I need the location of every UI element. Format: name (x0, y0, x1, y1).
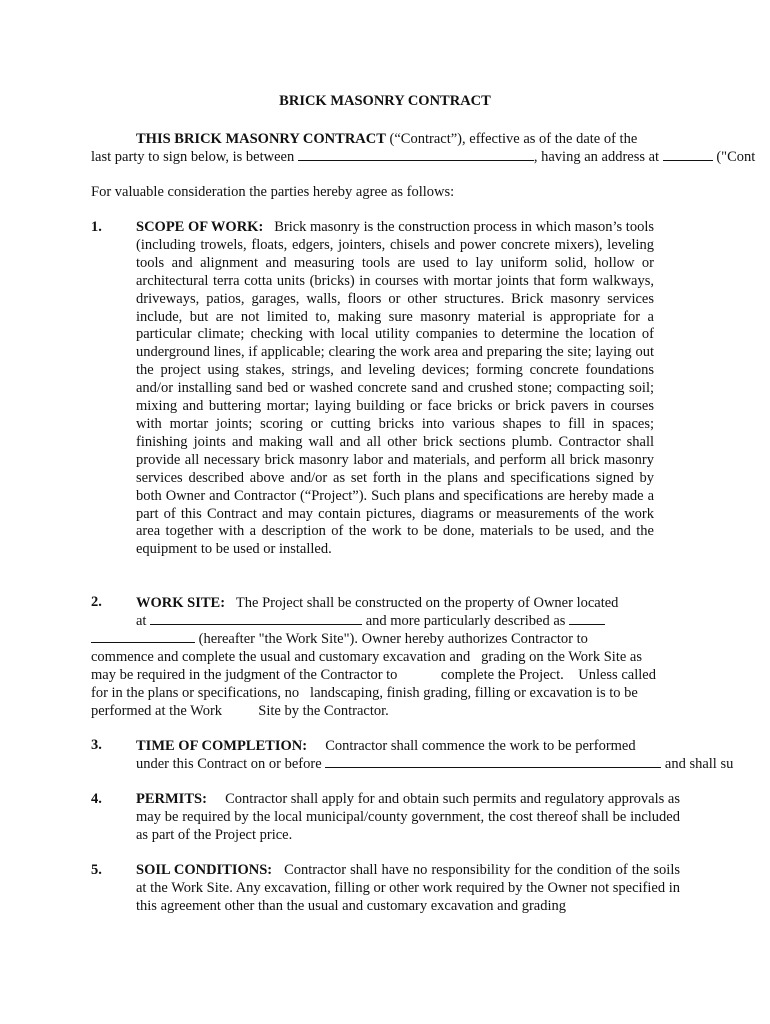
intro-bold-lead: THIS BRICK MASONRY CONTRACT (136, 131, 386, 147)
section-3-line-2 (136, 755, 733, 773)
section-2-described: and more particularly described as (365, 613, 566, 629)
section-3-shall: and shall su (664, 756, 734, 772)
section-2-line-2 (136, 612, 605, 630)
section-2-line-6: for in the plans or specifications, no landscaping, finish grading, filling or excavation is to be (91, 685, 638, 701)
completion-date-blank[interactable] (325, 755, 661, 768)
section-2-line3-text: (hereafter "the Work Site"). Owner hereby authorizes Contractor to (198, 631, 588, 647)
section-3-line-1 (136, 737, 636, 755)
section-1-heading: SCOPE OF WORK: (136, 219, 264, 235)
section-1-body (136, 219, 654, 559)
section-2-line-4: commence and complete the usual and customary excavation and grading on the Work Site as (91, 649, 643, 665)
address-blank[interactable] (663, 148, 713, 161)
work-site-description-blank-a[interactable] (569, 612, 605, 625)
section-2-line-5: may be required in the judgment of the Contractor to complete the Project. Unless called (91, 667, 656, 683)
section-4-text: Contractor shall apply for and obtain such permits and regulatory approvals as may be required by the local municipal/county government, the cost thereof shall be included as part of the Project price. (136, 791, 680, 843)
intro-address: , having an address at (533, 149, 660, 165)
intro-line1-rest: (“Contract”), effective as of the date of the (385, 131, 638, 147)
section-5-number: 5. (91, 862, 102, 878)
section-3-number: 3. (91, 737, 102, 753)
intro-between: last party to sign below, is between (91, 149, 295, 165)
section-2-line-1 (136, 594, 618, 612)
section-2-line-3 (91, 630, 588, 648)
section-4-number: 4. (91, 791, 102, 807)
consideration-text: For valuable consideration the parties hereby agree as follows: (91, 184, 455, 200)
section-3-on-or-before: under this Contract on or before (136, 756, 322, 772)
intro-cont: ("Cont (716, 149, 756, 165)
section-3-heading: TIME OF COMPLETION: (136, 738, 308, 754)
section-1-number: 1. (91, 219, 102, 235)
section-5-body (136, 862, 680, 916)
intro-line-2 (91, 148, 755, 166)
section-2-heading: WORK SITE: (136, 595, 226, 611)
section-5-text: Contractor shall have no responsibility for the condition of the soils at the Work Site. Any excavation, filling or other work required by the Owner not specified in this agreement other than the usual and customary excavation and grading (136, 862, 680, 914)
section-2-at: at (136, 613, 147, 629)
section-5-heading: SOIL CONDITIONS: (136, 862, 273, 878)
section-1-text: Brick masonry is the construction process in which mason’s tools (including trowels, floats, edgers, jointers, chisels and power concrete mixers), leveling tools and alignment and measuring tools are used to lay uniform solid, hollow or architectural terra cotta units (bricks) in courses with mortar joints that form walkways, driveways, patios, garages, walls, floors or other structures. Brick masonry services include, but are not limited to, making sure masonry material is appropriate for a particular climate; checking with local utility companies to determine the location of underground lines, if applicable; clearing the work area and preparing the site; laying out the project using stakes, strings, and leveling devices; forming concrete foundations and/or installing sand bed or washed concrete sand and crushed stone; compacting soil; mixing and buttering mortar; laying building or face bricks or brick pavers in courses with mortar joints; scoring or cutting bricks into various shapes to fill in spaces; finishing joints and making wall and all other brick sections plumb. Contractor shall provide all necessary brick masonry labor and materials, and perform all brick masonry services described above and/or as set forth in the plans and specifications signed by both Owner and Contractor (“Project”). Such plans and specifications are hereby made a part of this Contract and may contain pictures, diagrams or measurements of the work area together with a description of the work to be done, materials to be used, and the equipment to be used or installed. (136, 219, 654, 558)
section-2-line-7: performed at the Work Site by the Contractor. (91, 703, 389, 719)
section-3-line1-text: Contractor shall commence the work to be performed (325, 738, 636, 754)
section-2-line1-text: The Project shall be constructed on the property of Owner located (235, 595, 619, 611)
document-title: BRICK MASONRY CONTRACT (279, 93, 491, 109)
intro-line-1 (136, 130, 637, 148)
section-2-number: 2. (91, 594, 102, 610)
section-4-body (136, 791, 680, 845)
party-name-blank[interactable] (298, 148, 534, 161)
section-4-heading: PERMITS: (136, 791, 207, 807)
work-site-location-blank[interactable] (150, 612, 362, 625)
work-site-description-blank-b[interactable] (91, 630, 195, 643)
